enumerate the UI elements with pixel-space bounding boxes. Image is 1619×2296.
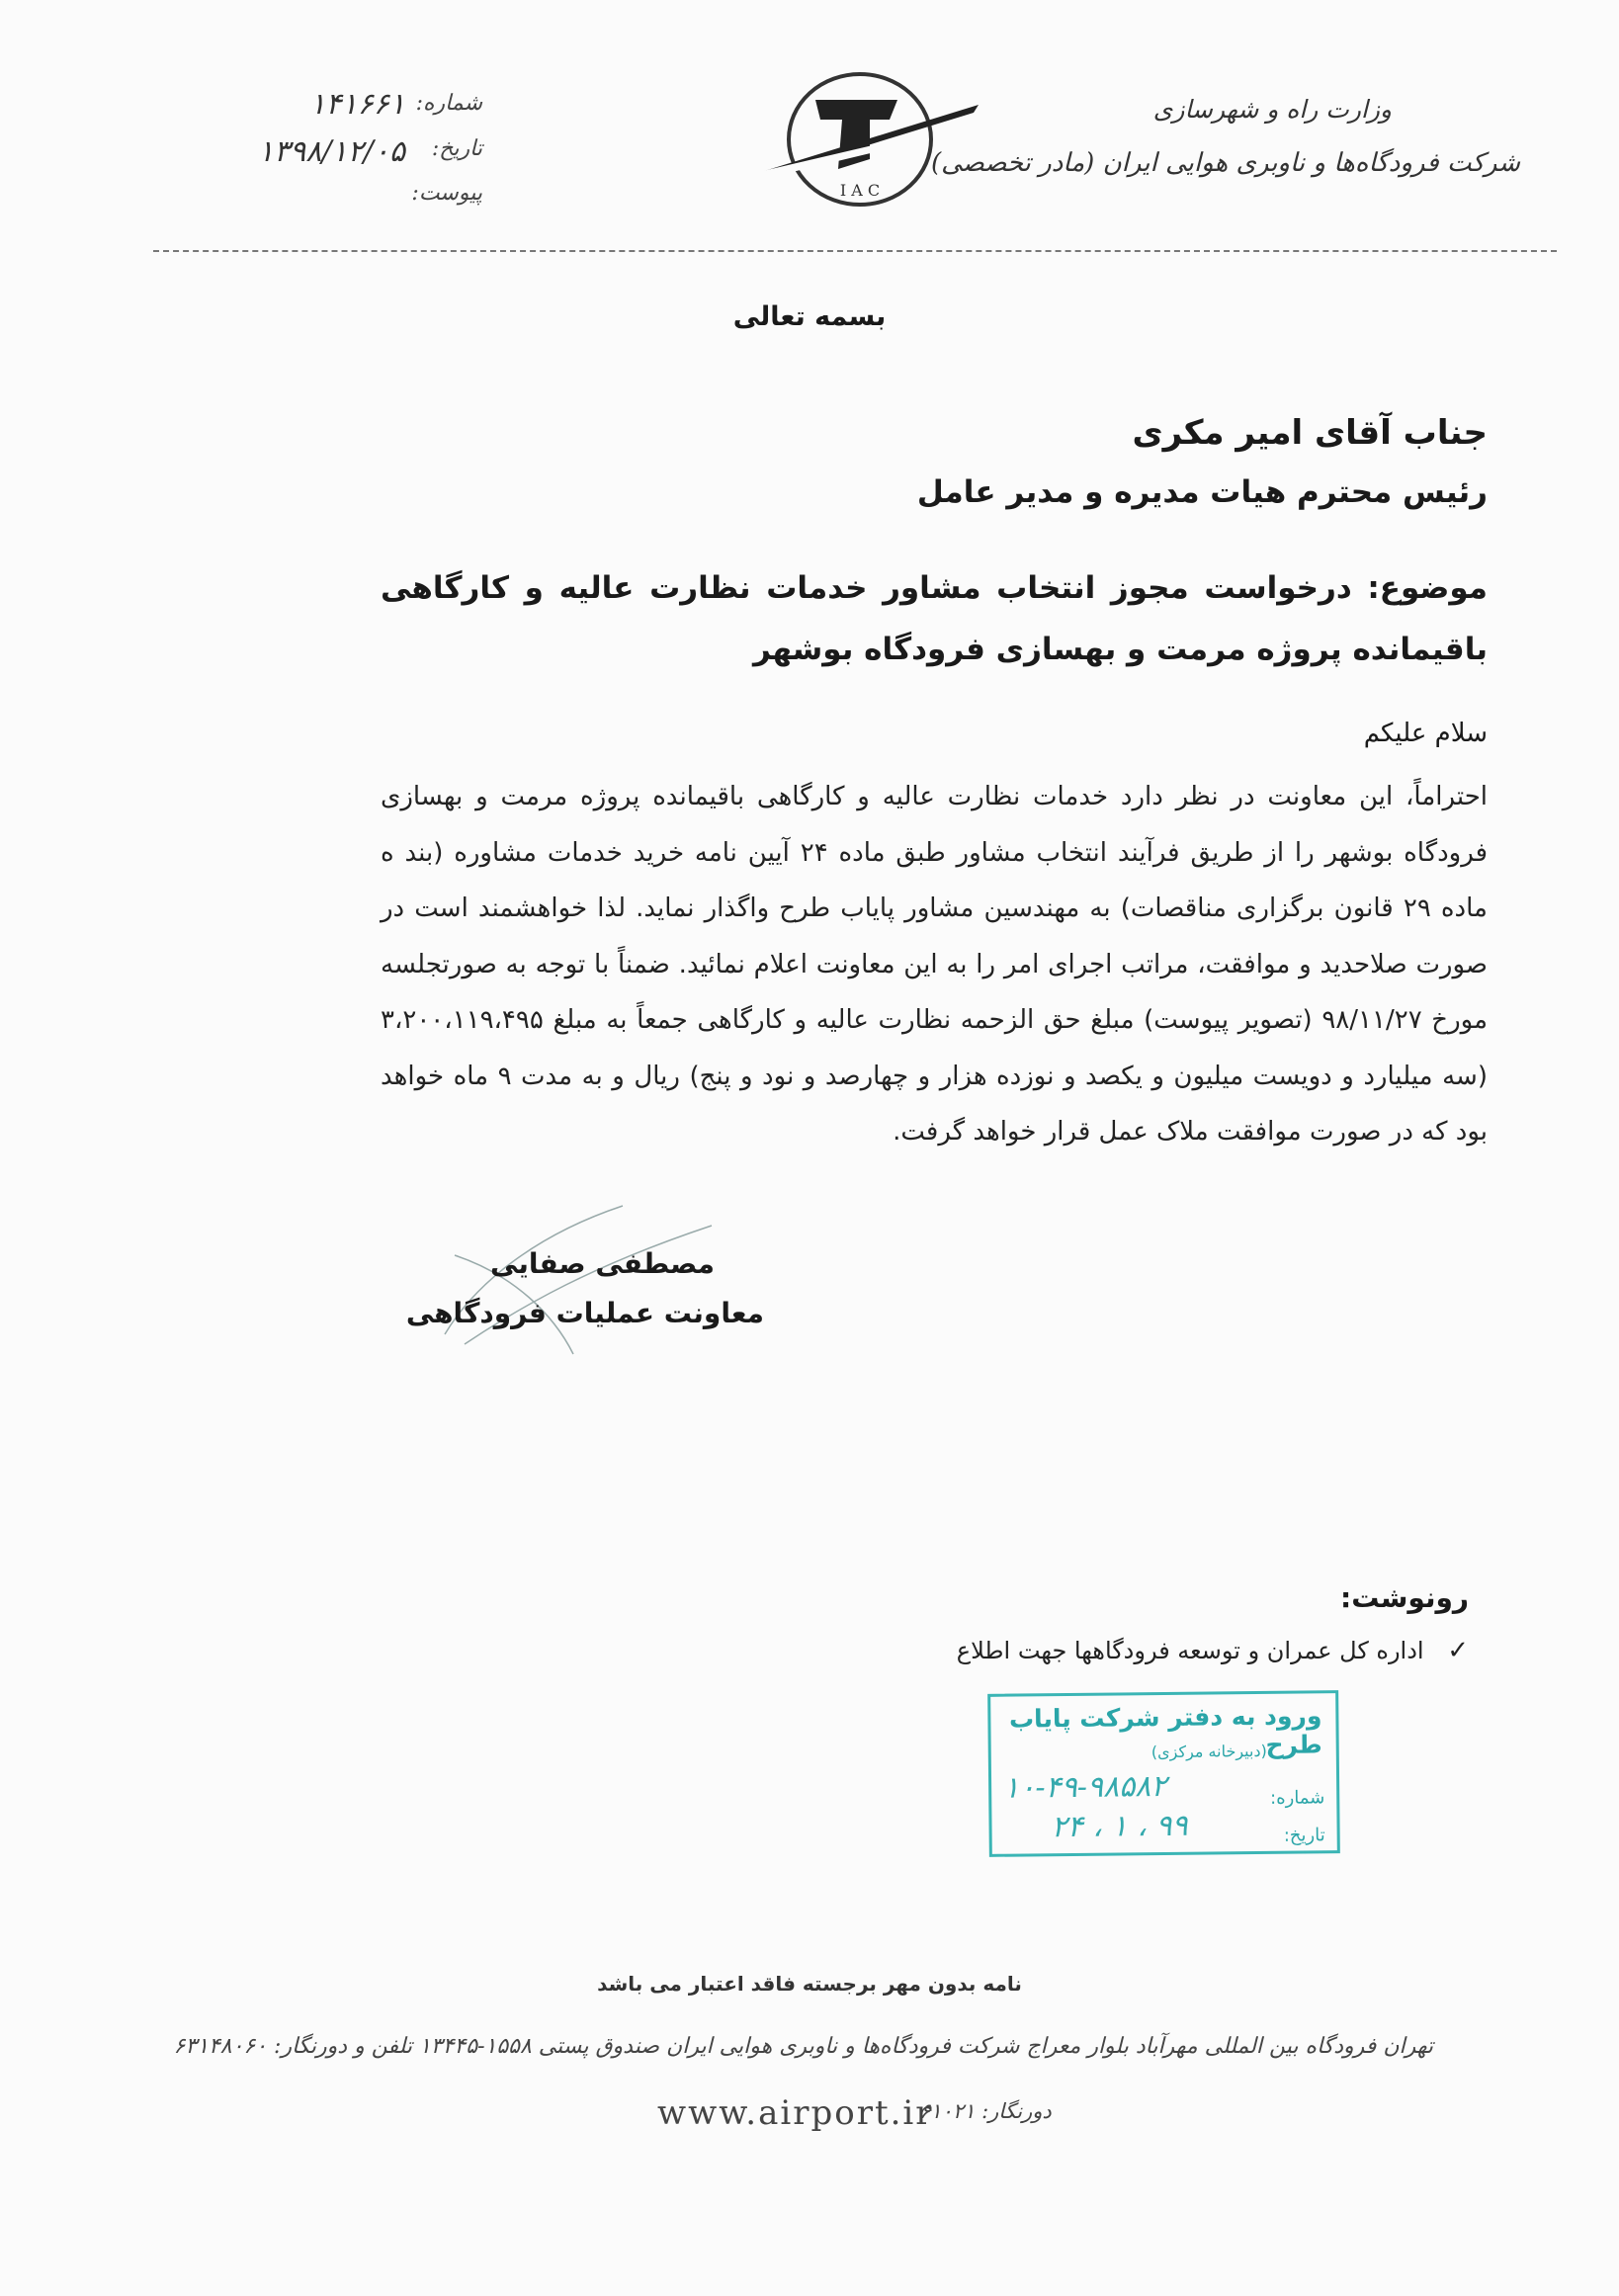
company-name: شرکت فرودگاه‌ها و ناوبری هوایی ایران (مادر تخصصی) [930, 148, 1520, 178]
greeting: سلام علیکم [1363, 719, 1488, 748]
stamp-title: ورود به دفتر شرکت پایاب طرح [1008, 1701, 1322, 1759]
footer-fax: دورنگار: ۶۱۰۲۱ [919, 2099, 1052, 2123]
cc-label: رونوشت: [1340, 1581, 1469, 1614]
signer-name: مصطفی صفایی [490, 1247, 715, 1280]
recipient-title: رئیس محترم هیات مدیره و مدیر عامل [916, 474, 1488, 510]
cc-item [957, 1636, 1469, 1665]
stamp-subtitle: (دبیرخانه مرکزی) [1150, 1741, 1267, 1762]
check-icon: ✓ [1447, 1636, 1469, 1665]
signature [415, 1196, 731, 1364]
logo-text: I A C [839, 181, 881, 200]
ministry-name: وزارت راه و شهرسازی [1152, 95, 1392, 124]
header-divider [153, 250, 1557, 252]
stamp-number-label: شماره: [1269, 1787, 1325, 1809]
letter-body: احتراماً، این معاونت در نظر دارد خدمات نظارت عالیه و کارگاهی باقیمانده پروژه مرمت و بهسازی فرودگاه بوشهر را از طریق فرآیند انتخاب مشاور طبق ماده ۲۴ آیین نامه خرید خدمات مشاوره (بند ه ماده ۲۹ قانون برگزاری مناقصات) به مهندسین مشاور پایاب طرح واگذار نماید. لذا خواهشمند است در صورت صلاحدید و موافقت، مراتب اجرای امر را به این معاونت اعلام نمائید. ضمناً با توجه به صورتجلسه مورخ ۹۸/۱۱/۲۷ (تصویر پیوست) مبلغ حق الزحمه نظارت عالیه و کارگاهی جمعاً به مبلغ ۳،۲۰۰،۱۱۹،۴۹۵ (سه میلیارد و دویست میلیون و یکصد و نوزده هزار و چهارصد و نود و پنج) ریال و به مدت ۹ ماه خواهد بود که در صورت موافقت ملاک عمل قرار خواهد گرفت. [381, 782, 1488, 1147]
signer-title: معاونت عملیات فرودگاهی [405, 1297, 764, 1329]
basmala: بسمه تعالی [732, 301, 887, 332]
receipt-stamp [987, 1690, 1340, 1857]
stamp-date-label: تاریخ: [1283, 1825, 1325, 1846]
website-link[interactable]: www.airport.ir [657, 2093, 934, 2133]
attachment-label: پیوست: [411, 181, 482, 206]
number-label: شماره: [415, 91, 482, 116]
stamp-date: ۹۹ ، ۱ ، ۲۴ [1051, 1808, 1188, 1845]
recipient-name: جناب آقای امیر مکری [1132, 413, 1488, 453]
validity-notice: نامه بدون مهر برجسته فاقد اعتبار می باشد [597, 1972, 1022, 1996]
iac-logo [722, 65, 998, 213]
footer-address: تهران فرودگاه بین المللی مهرآباد بلوار معراج شرکت فرودگاه‌ها و ناوبری هوایی ایران صندوق پستی ۱۵۵۸-۱۳۴۴۵ تلفن و دورنگار: ۶۳۱۴۸۰۶۰ [173, 2034, 1433, 2059]
stamp-number: ۱۰-۴۹-۹۸۵۸۲ [1002, 1768, 1167, 1806]
letter-number: ۱۴۱۶۶۱ [309, 87, 405, 122]
date-label: تاریخ: [431, 136, 482, 161]
letter-date: ۱۳۹۸/۱۲/۰۵ [257, 134, 405, 169]
letter-subject: موضوع: درخواست مجوز انتخاب مشاور خدمات نظارت عالیه و کارگاهی باقیمانده پروژه مرمت و بهسازی فرودگاه بوشهر [381, 570, 1488, 667]
cc-item-text: اداره کل عمران و توسعه فرودگاهها جهت اطلاع [956, 1637, 1424, 1664]
